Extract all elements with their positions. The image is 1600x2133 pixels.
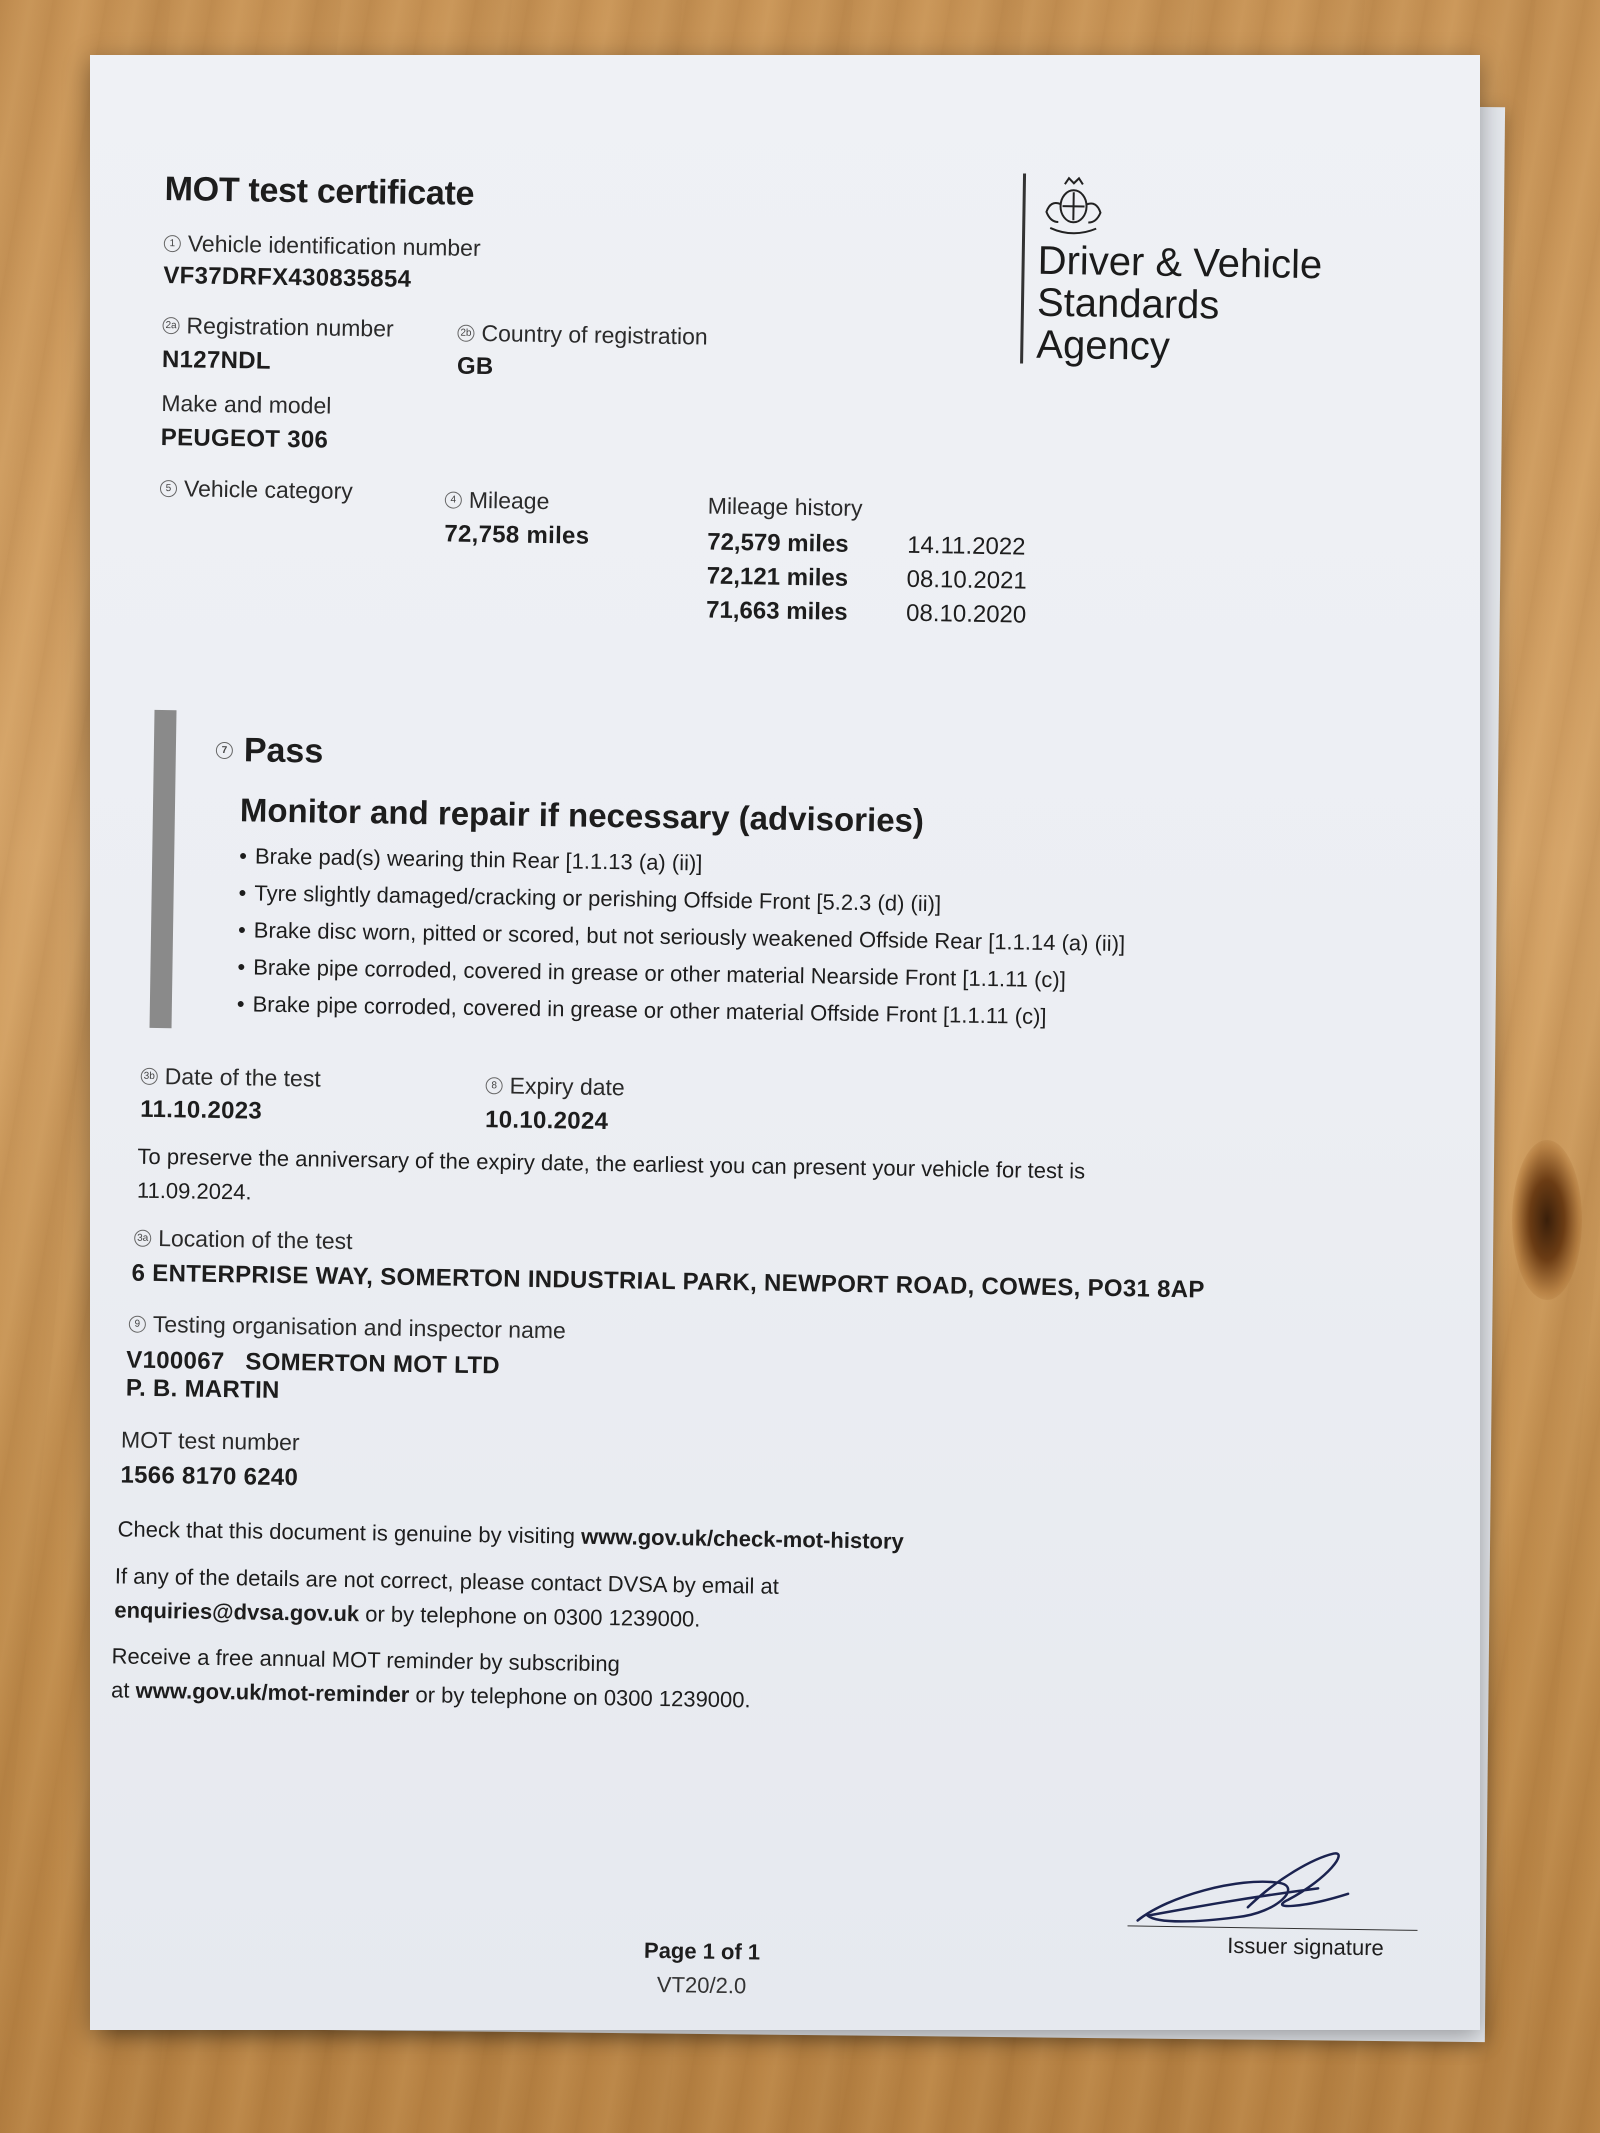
certificate-content — [110, 170, 1495, 2091]
check-genuine-text — [117, 1512, 1217, 1563]
advisory-item: • Tyre slightly damaged/cracking or perishing Offside Front [5.2.3 (d) (ii)] — [238, 880, 1125, 920]
testing-org-label — [129, 1311, 566, 1345]
contact-text — [114, 1559, 1215, 1644]
royal-crest-icon — [1038, 174, 1109, 237]
history-date: 14.11.2022 — [906, 531, 1026, 561]
page-number: Page 1 of 1 — [643, 1937, 761, 1965]
logo-divider — [1020, 173, 1026, 363]
history-date: 08.10.2020 — [905, 599, 1027, 629]
mileage-value: 72,758 miles — [444, 520, 590, 550]
history-miles: 71,663 miles — [705, 596, 848, 626]
field-number: 3a — [134, 1230, 151, 1247]
registration-label-text: Registration number — [186, 312, 394, 342]
history-miles: 72,579 miles — [707, 528, 849, 558]
preserve-date: 11.09.2024. — [136, 1177, 252, 1205]
test-number-value: 1566 8170 6240 — [120, 1461, 299, 1492]
advisory-item: • Brake pad(s) wearing thin Rear [1.1.13 (a) (ii)] — [239, 843, 1126, 883]
preserve-line: To preserve the anniversary of the expiry date, the earliest you can present your vehicle for test is — [137, 1143, 1086, 1184]
field-number: 7 — [216, 742, 233, 759]
field-number: 4 — [445, 491, 462, 508]
expiry-date-label-text: Expiry date — [509, 1072, 625, 1101]
vin-label — [164, 230, 481, 262]
issuer-signature-label: Issuer signature — [1227, 1932, 1384, 1961]
location-value: 6 ENTERPRISE WAY, SOMERTON INDUSTRIAL PARK, NEWPORT ROAD, COWES, PO31 8AP — [131, 1259, 1205, 1304]
country-label — [457, 320, 708, 351]
registration-label — [162, 312, 394, 343]
result-status-text: Pass — [243, 731, 324, 771]
agency-name — [1036, 240, 1323, 370]
certificate-title: MOT test certificate — [164, 170, 475, 213]
check-mot-history-link[interactable]: www.gov.uk/check-mot-history — [580, 1523, 904, 1554]
preserve-notice — [137, 1140, 1258, 1226]
testing-org-value: V100067 SOMERTON MOT LTD — [126, 1346, 501, 1380]
page-footer — [636, 1938, 767, 2000]
wood-knot — [1512, 1140, 1582, 1300]
vin-label-text: Vehicle identification number — [187, 230, 481, 261]
test-number-label: MOT test number — [120, 1426, 300, 1456]
reminder-rest: or by telephone on 0300 1239000. — [409, 1682, 751, 1713]
result-side-bar — [150, 710, 177, 1028]
field-number: 1 — [164, 235, 181, 252]
expiry-date-label — [485, 1072, 624, 1101]
issuer-signature-icon — [1127, 1835, 1369, 1949]
contact-rest: or by telephone on 0300 1239000. — [358, 1601, 701, 1632]
mileage-history-table — [706, 529, 1107, 631]
field-number: 2a — [162, 317, 179, 334]
vehicle-category-label — [160, 475, 353, 505]
field-number: 2b — [457, 325, 474, 342]
inspector-name: P. B. MARTIN — [125, 1374, 280, 1404]
advisory-item: • Brake disc worn, pitted or scored, but not seriously weakened Offside Rear [1.1.14 (a) (ii)] — [238, 917, 1125, 957]
vin-value: VF37DRFX430835854 — [163, 261, 412, 293]
testing-org-label-text: Testing organisation and inspector name — [152, 1310, 567, 1344]
advisories-title: Monitor and repair if necessary (advisories) — [239, 791, 925, 839]
mot-reminder-link[interactable]: www.gov.uk/mot-reminder — [135, 1677, 410, 1708]
history-date: 08.10.2021 — [906, 565, 1027, 595]
form-code: VT20/2.0 — [656, 1971, 747, 1999]
location-label-text: Location of the test — [158, 1225, 353, 1255]
make-model-value: PEUGEOT 306 — [160, 423, 329, 454]
agency-line: Driver & Vehicle — [1037, 238, 1323, 288]
test-date-label-text: Date of the test — [164, 1063, 321, 1092]
agency-line: Standards — [1036, 280, 1220, 328]
vehicle-category-label-text: Vehicle category — [183, 475, 353, 504]
result-status — [216, 731, 324, 772]
location-label — [134, 1225, 353, 1255]
country-label-text: Country of registration — [481, 319, 708, 350]
field-number: 5 — [160, 480, 177, 497]
contact-line: If any of the details are not correct, please contact DVSA by email at — [114, 1563, 780, 1599]
registration-value: N127NDL — [161, 345, 272, 375]
make-model-label: Make and model — [161, 389, 332, 419]
reminder-line: Receive a free annual MOT reminder by subscribing — [111, 1643, 621, 1677]
mot-certificate-page — [90, 55, 1480, 2030]
expiry-date-value: 10.10.2024 — [484, 1106, 609, 1136]
mileage-label — [445, 486, 550, 515]
agency-line: Agency — [1036, 322, 1171, 369]
advisory-item: • Brake pipe corroded, covered in grease or other material Nearside Front [1.1.11 (c)] — [237, 954, 1124, 994]
mileage-label-text: Mileage — [468, 486, 550, 515]
test-date-value: 11.10.2023 — [140, 1095, 263, 1125]
history-miles: 72,121 miles — [706, 562, 849, 592]
dvsa-logo — [1020, 173, 1343, 378]
dvsa-email-link[interactable]: enquiries@dvsa.gov.uk — [114, 1597, 360, 1627]
field-number: 9 — [129, 1316, 146, 1333]
field-number: 8 — [486, 1077, 503, 1094]
reminder-text — [111, 1639, 1212, 1724]
test-date-label — [141, 1063, 321, 1093]
mileage-history-label: Mileage history — [707, 492, 863, 521]
field-number: 3b — [141, 1068, 158, 1085]
advisory-item: • Brake pipe corroded, covered in grease or other material Offside Front [1.1.11 (c)] — [237, 991, 1124, 1031]
check-text: Check that this document is genuine by visiting — [117, 1516, 582, 1549]
country-value: GB — [456, 352, 494, 381]
advisories-list — [237, 843, 1127, 1042]
reminder-at: at — [110, 1677, 136, 1703]
